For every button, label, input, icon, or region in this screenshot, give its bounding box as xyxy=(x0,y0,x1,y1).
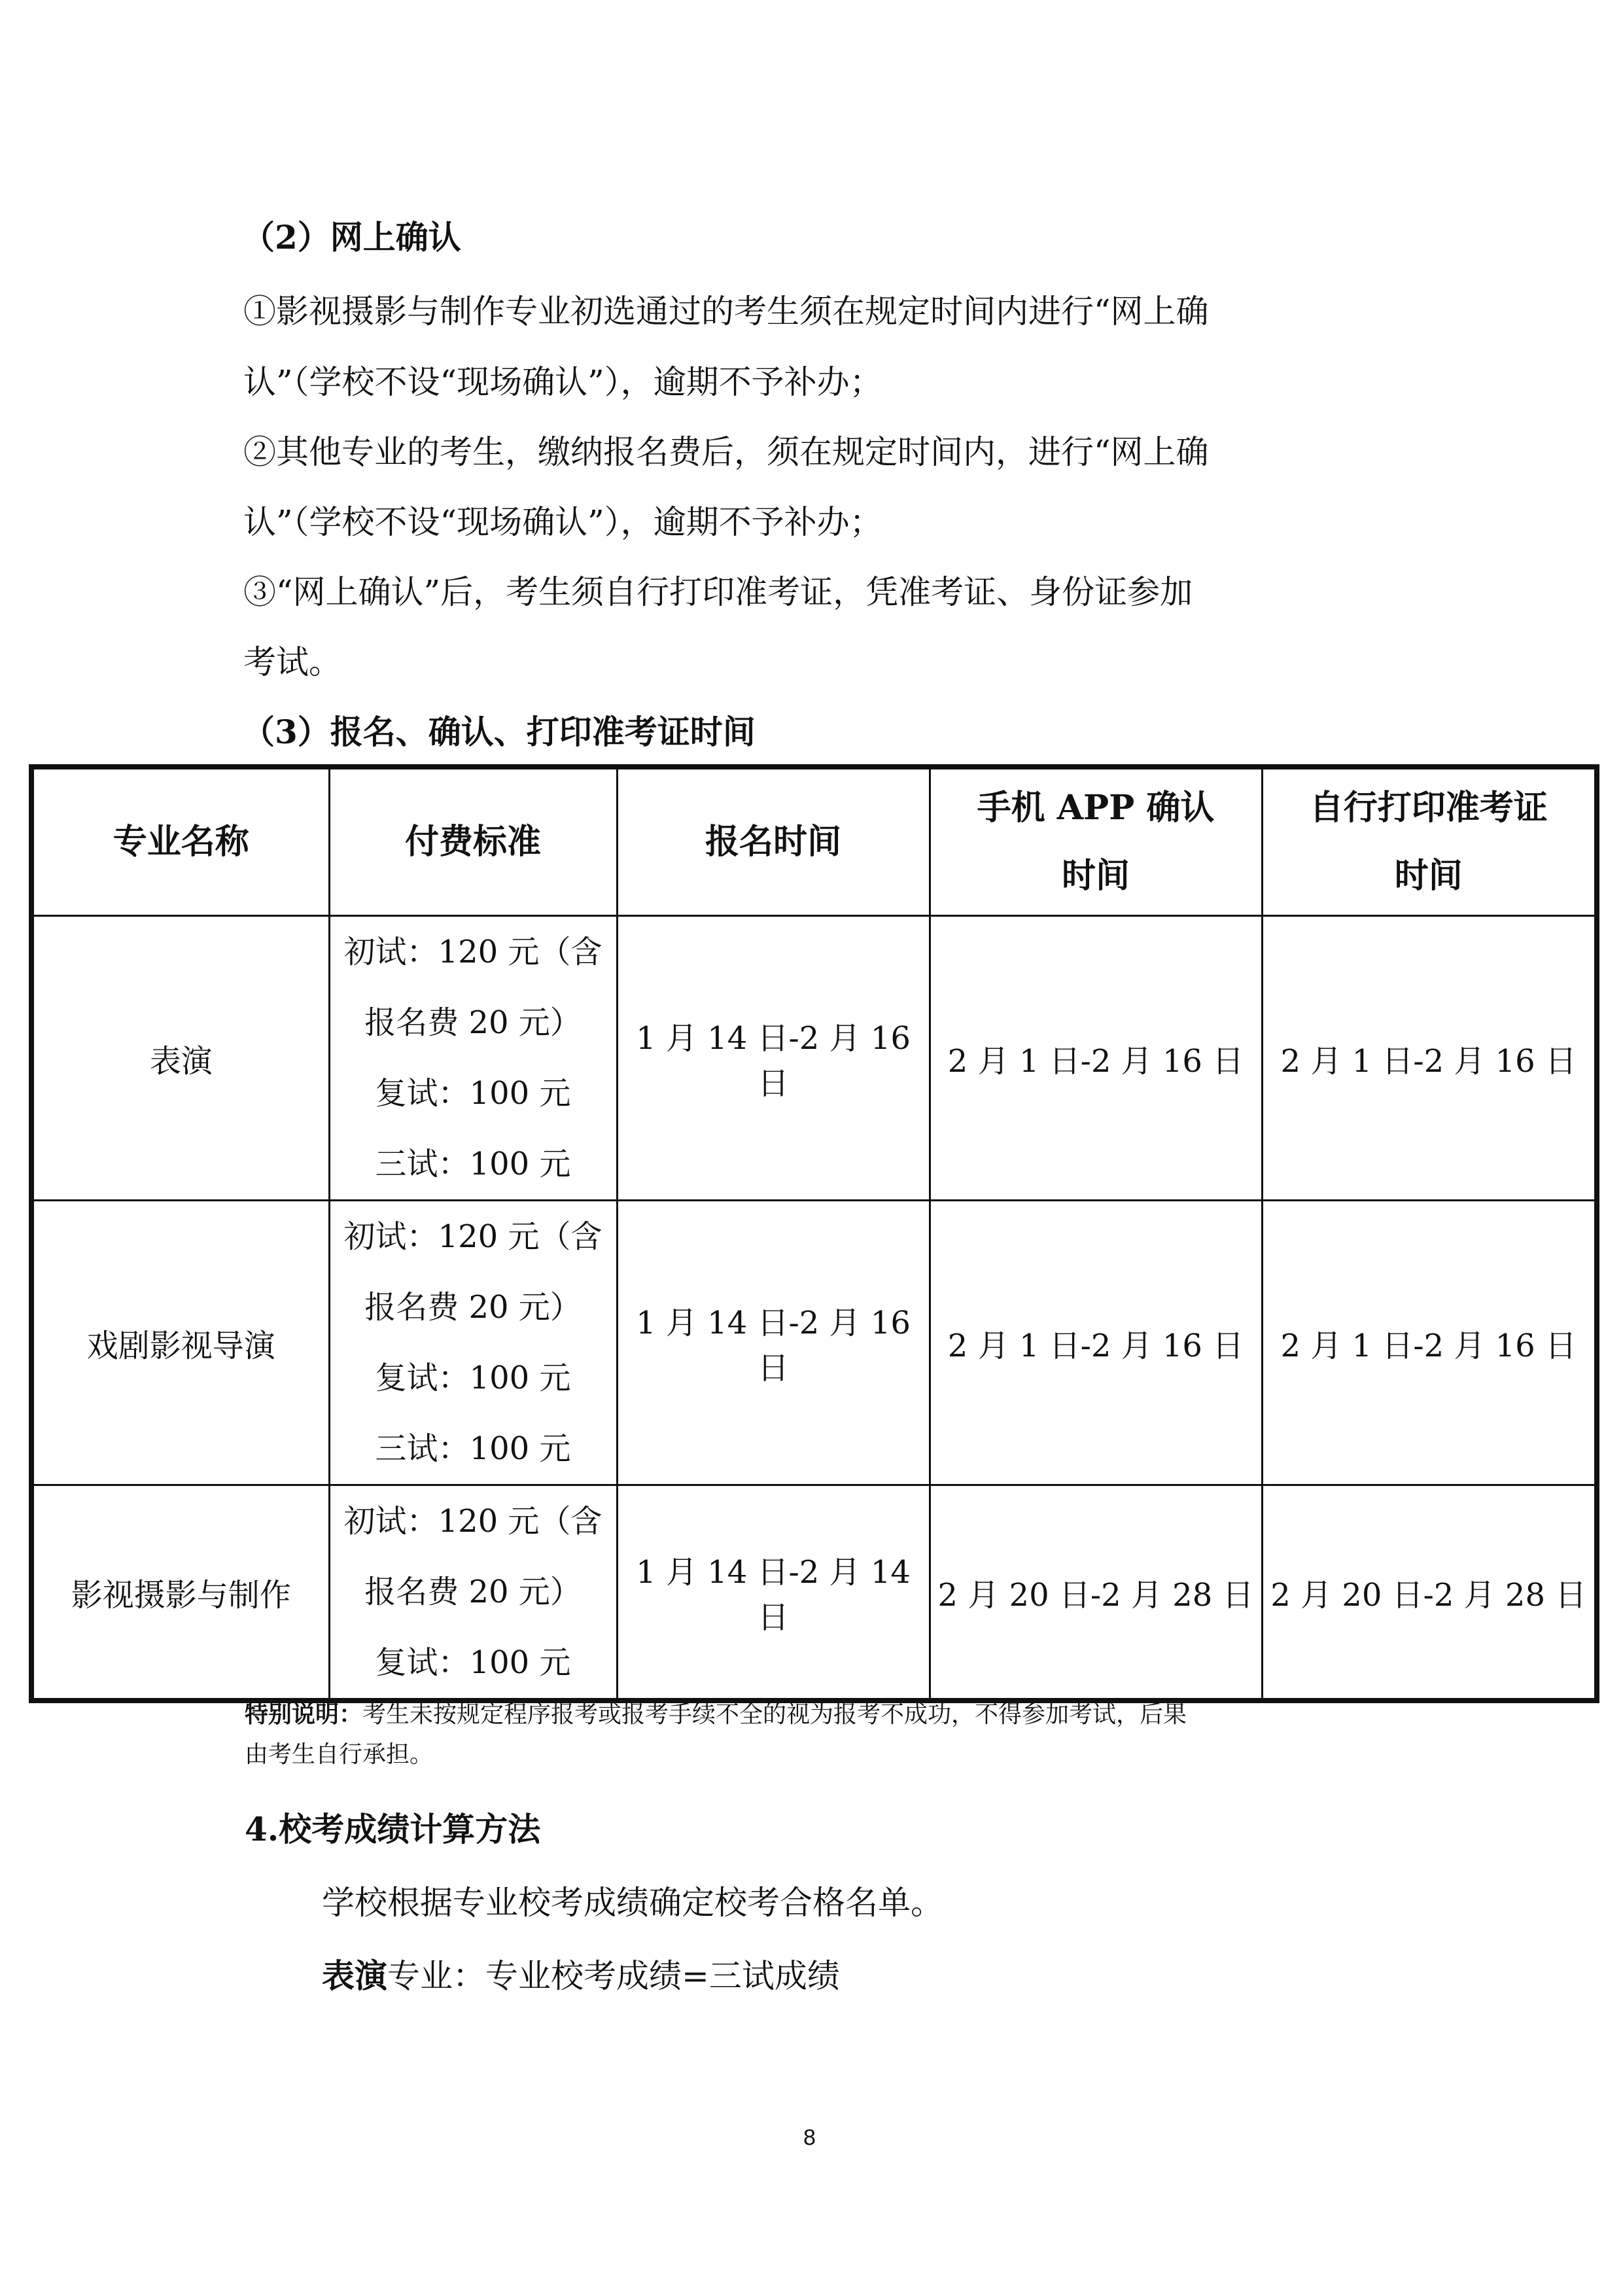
table-row xyxy=(31,1201,1597,1485)
fee-line: 三试：100 元 xyxy=(375,1146,571,1182)
fee-line: 初试：120 元（含 xyxy=(343,1218,602,1255)
fee-line: 报名费 20 元） xyxy=(364,1574,582,1610)
print-time-cell: 2 月 20 日-2 月 28 日 xyxy=(1262,1485,1597,1701)
register-time-cell: 1 月 14 日-2 月 16 日 xyxy=(617,1201,930,1485)
performance-formula-text: 专业：专业校考成绩=三试成绩 xyxy=(387,1957,840,1995)
fee-line: 报名费 20 元） xyxy=(364,1004,582,1041)
item-1-line-1: ①影视摄影与制作专业初选通过的考生须在规定时间内进行“网上确 xyxy=(243,292,1209,330)
app-confirm-time-cell: 2 月 1 日-2 月 16 日 xyxy=(930,1201,1262,1485)
app-confirm-time-cell: 2 月 20 日-2 月 28 日 xyxy=(930,1485,1262,1701)
major-cell: 表演 xyxy=(31,916,329,1201)
header-app-confirm-time xyxy=(930,767,1262,916)
header-print-time xyxy=(1262,767,1597,916)
header-print-line-1: 自行打印准考证 xyxy=(1309,788,1548,828)
major-cell: 戏剧影视导演 xyxy=(31,1201,329,1485)
section-4-paragraph-2 xyxy=(322,1956,840,1996)
fee-cell xyxy=(329,1201,617,1485)
item-2-line-2: 认”（学校不设“现场确认”），逾期不予补办； xyxy=(243,503,882,541)
fee-line: 三试：100 元 xyxy=(375,1430,571,1467)
special-note-label: 特别说明： xyxy=(245,1701,363,1728)
header-fee: 付费标准 xyxy=(329,767,617,916)
header-register-time: 报名时间 xyxy=(617,767,930,916)
item-3-line-1: ③“网上确认”后，考生须自行打印准考证，凭准考证、身份证参加 xyxy=(243,573,1193,611)
section-3-heading: （3）报名、确认、打印准考证时间 xyxy=(242,713,756,751)
header-app-confirm-line-1: 手机 APP 确认 xyxy=(977,788,1215,828)
print-time-cell: 2 月 1 日-2 月 16 日 xyxy=(1262,1201,1597,1485)
header-major: 专业名称 xyxy=(31,767,329,916)
special-note-line-1 xyxy=(245,1697,1187,1732)
register-time-cell: 1 月 14 日-2 月 14 日 xyxy=(617,1485,930,1701)
fee-line: 报名费 20 元） xyxy=(364,1289,582,1326)
fee-line: 复试：100 元 xyxy=(375,1360,571,1396)
header-app-confirm-line-2: 时间 xyxy=(1061,856,1130,896)
performance-major-label: 表演 xyxy=(322,1956,387,1995)
registration-schedule-table xyxy=(29,764,1599,1703)
major-cell: 影视摄影与制作 xyxy=(31,1485,329,1701)
special-note-text: 考生未按规定程序报考或报考手续不全的视为报考不成功，不得参加考试，后果 xyxy=(362,1701,1187,1728)
fee-line: 初试：120 元（含 xyxy=(343,934,602,970)
header-print-line-2: 时间 xyxy=(1394,856,1463,896)
table-row xyxy=(31,916,1597,1201)
fee-line: 复试：100 元 xyxy=(375,1644,571,1681)
page-number: 8 xyxy=(803,2125,816,2150)
section-4-paragraph-1: 学校根据专业校考成绩确定校考合格名单。 xyxy=(322,1884,943,1922)
table-row xyxy=(31,1485,1597,1701)
table-header-row xyxy=(31,767,1597,916)
section-2-heading: （2）网上确认 xyxy=(242,218,461,256)
item-1-line-2: 认”（学校不设“现场确认”），逾期不予补办； xyxy=(243,363,882,401)
app-confirm-time-cell: 2 月 1 日-2 月 16 日 xyxy=(930,916,1262,1201)
print-time-cell: 2 月 1 日-2 月 16 日 xyxy=(1262,916,1597,1201)
section-4-heading: 4.校考成绩计算方法 xyxy=(245,1810,541,1848)
fee-cell xyxy=(329,916,617,1201)
special-note-line-2: 由考生自行承担。 xyxy=(245,1741,434,1768)
item-2-line-1: ②其他专业的考生，缴纳报名费后，须在规定时间内，进行“网上确 xyxy=(243,433,1209,471)
fee-line: 初试：120 元（含 xyxy=(343,1503,602,1540)
fee-line: 复试：100 元 xyxy=(375,1075,571,1112)
item-3-line-2: 考试。 xyxy=(243,643,341,681)
fee-cell xyxy=(329,1485,617,1701)
register-time-cell: 1 月 14 日-2 月 16 日 xyxy=(617,916,930,1201)
